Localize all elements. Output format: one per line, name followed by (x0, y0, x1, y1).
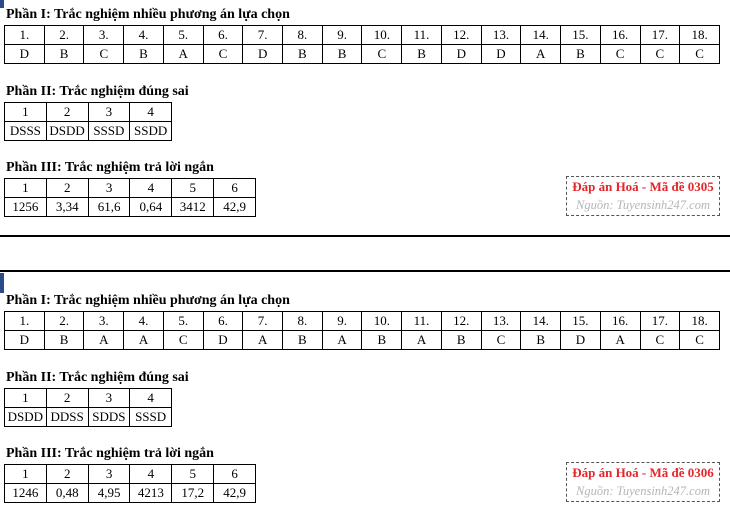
answer-row (5, 45, 720, 64)
answer-cell: DDSS (46, 408, 88, 427)
answer-cell: 3412 (172, 198, 214, 217)
answer-cell: B (521, 331, 561, 350)
part3-table-bottom (4, 464, 256, 503)
answer-cell: 4213 (130, 484, 172, 503)
answer-cell: A (163, 45, 203, 64)
question-number-cell: 3 (88, 465, 130, 484)
question-number-cell: 10. (362, 26, 402, 45)
question-number-cell: 4. (124, 312, 164, 331)
left-accent-bar-bottom (0, 273, 4, 293)
number-row (5, 465, 256, 484)
answer-cell: B (322, 45, 362, 64)
answer-cell: 42,9 (214, 198, 256, 217)
question-number-cell: 6. (203, 26, 243, 45)
question-number-cell: 16. (600, 312, 640, 331)
answer-cell: B (283, 45, 323, 64)
answer-cell: SSSD (88, 122, 130, 141)
part2-title-bottom: Phần II: Trắc nghiệm đúng sai (6, 370, 189, 385)
answer-cell: DSDD (5, 408, 47, 427)
answer-row (5, 122, 172, 141)
question-number-cell: 12. (441, 312, 481, 331)
number-row (5, 103, 172, 122)
answer-cell: B (362, 331, 402, 350)
part1-title-top: Phần I: Trắc nghiệm nhiều phương án lựa chọn (6, 7, 290, 22)
part2-title-top: Phần II: Trắc nghiệm đúng sai (6, 84, 189, 99)
question-number-cell: 2 (46, 179, 88, 198)
question-number-cell: 3. (84, 312, 124, 331)
question-number-cell: 11. (402, 312, 442, 331)
part1-table-bottom (4, 311, 720, 350)
number-row (5, 179, 256, 198)
answer-row (5, 331, 720, 350)
question-number-cell: 6. (203, 312, 243, 331)
answer-cell: D (243, 45, 283, 64)
answer-cell: SDDS (88, 408, 130, 427)
question-number-cell: 4. (124, 26, 164, 45)
answer-cell: D (203, 331, 243, 350)
answer-cell: 42,9 (214, 484, 256, 503)
number-row (5, 312, 720, 331)
question-number-cell: 11. (402, 26, 442, 45)
answer-cell: C (640, 45, 680, 64)
stamp-source-bottom: Nguồn: Tuyensinh247.com (575, 484, 711, 498)
question-number-cell: 14. (521, 312, 561, 331)
answer-cell: B (44, 45, 84, 64)
answer-cell: 1246 (5, 484, 47, 503)
answer-cell: A (84, 331, 124, 350)
stamp-title-bottom: Đáp án Hoá - Mã đề 0306 (572, 465, 714, 480)
part2-table-bottom (4, 388, 172, 427)
answer-cell: D (5, 331, 45, 350)
answer-row (5, 198, 256, 217)
question-number-cell: 12. (441, 26, 481, 45)
answer-stamp-bottom (566, 462, 720, 502)
answer-cell: B (44, 331, 84, 350)
question-number-cell: 14. (521, 26, 561, 45)
question-number-cell: 1. (5, 26, 45, 45)
question-number-cell: 4 (130, 465, 172, 484)
question-number-cell: 5. (163, 26, 203, 45)
answer-cell: 4,95 (88, 484, 130, 503)
part2-table-top (4, 102, 172, 141)
answer-cell: B (441, 331, 481, 350)
stamp-source-top: Nguồn: Tuyensinh247.com (575, 198, 711, 212)
answer-cell: A (322, 331, 362, 350)
question-number-cell: 1 (5, 103, 47, 122)
answer-cell: 0,64 (130, 198, 172, 217)
answer-cell: DSDD (46, 122, 88, 141)
answer-cell: C (600, 45, 640, 64)
answer-cell: A (521, 45, 561, 64)
question-number-cell: 10. (362, 312, 402, 331)
answer-cell: C (680, 331, 720, 350)
answer-cell: C (481, 331, 521, 350)
answer-cell: 0,48 (46, 484, 88, 503)
question-number-cell: 5. (163, 312, 203, 331)
question-number-cell: 9. (322, 312, 362, 331)
question-number-cell: 8. (283, 26, 323, 45)
question-number-cell: 1 (5, 465, 47, 484)
question-number-cell: 7. (243, 26, 283, 45)
answer-cell: C (84, 45, 124, 64)
question-number-cell: 16. (600, 26, 640, 45)
question-number-cell: 2. (44, 26, 84, 45)
answer-row (5, 484, 256, 503)
answer-cell: A (402, 331, 442, 350)
answer-cell: A (124, 331, 164, 350)
question-number-cell: 15. (561, 26, 601, 45)
question-number-cell: 1 (5, 389, 47, 408)
answer-row (5, 408, 172, 427)
question-number-cell: 6 (214, 179, 256, 198)
answer-cell: B (124, 45, 164, 64)
part3-title-bottom: Phần III: Trắc nghiệm trả lời ngắn (6, 446, 214, 461)
part3-table-top (4, 178, 256, 217)
answer-cell: B (402, 45, 442, 64)
answer-cell: SSSD (130, 408, 172, 427)
answer-cell: D (441, 45, 481, 64)
answer-cell: D (561, 331, 601, 350)
question-number-cell: 4 (130, 103, 172, 122)
question-number-cell: 5 (172, 465, 214, 484)
answer-cell: C (640, 331, 680, 350)
question-number-cell: 6 (214, 465, 256, 484)
part3-title-top: Phần III: Trắc nghiệm trả lời ngắn (6, 160, 214, 175)
answer-cell: A (243, 331, 283, 350)
answer-cell: SSDD (130, 122, 172, 141)
answer-cell: 1256 (5, 198, 47, 217)
question-number-cell: 1. (5, 312, 45, 331)
part1-title-bottom: Phần I: Trắc nghiệm nhiều phương án lựa chọn (6, 293, 290, 308)
question-number-cell: 15. (561, 312, 601, 331)
answer-cell: B (283, 331, 323, 350)
question-number-cell: 1 (5, 179, 47, 198)
question-number-cell: 5 (172, 179, 214, 198)
number-row (5, 389, 172, 408)
question-number-cell: 2. (44, 312, 84, 331)
question-number-cell: 2 (46, 103, 88, 122)
answer-cell: A (600, 331, 640, 350)
question-number-cell: 9. (322, 26, 362, 45)
answer-cell: C (680, 45, 720, 64)
answer-cell: 17,2 (172, 484, 214, 503)
question-number-cell: 17. (640, 312, 680, 331)
question-number-cell: 3 (88, 179, 130, 198)
question-number-cell: 3. (84, 26, 124, 45)
question-number-cell: 13. (481, 26, 521, 45)
question-number-cell: 18. (680, 26, 720, 45)
answer-cell: B (561, 45, 601, 64)
question-number-cell: 4 (130, 179, 172, 198)
answer-cell: DSSS (5, 122, 47, 141)
question-number-cell: 2 (46, 465, 88, 484)
question-number-cell: 3 (88, 103, 130, 122)
answer-cell: C (203, 45, 243, 64)
question-number-cell: 4 (130, 389, 172, 408)
answer-cell: C (362, 45, 402, 64)
question-number-cell: 7. (243, 312, 283, 331)
separator-line-1 (0, 235, 730, 237)
number-row (5, 26, 720, 45)
answer-cell: D (5, 45, 45, 64)
answer-cell: 61,6 (88, 198, 130, 217)
stamp-title-top: Đáp án Hoá - Mã đề 0305 (572, 179, 714, 194)
question-number-cell: 18. (680, 312, 720, 331)
question-number-cell: 2 (46, 389, 88, 408)
left-accent-bar-top (0, 0, 4, 8)
answer-stamp-top (566, 176, 720, 216)
question-number-cell: 8. (283, 312, 323, 331)
answer-cell: C (163, 331, 203, 350)
question-number-cell: 13. (481, 312, 521, 331)
part1-table-top (4, 25, 720, 64)
answer-cell: D (481, 45, 521, 64)
question-number-cell: 17. (640, 26, 680, 45)
question-number-cell: 3 (88, 389, 130, 408)
answer-cell: 3,34 (46, 198, 88, 217)
separator-line-2 (0, 270, 730, 272)
